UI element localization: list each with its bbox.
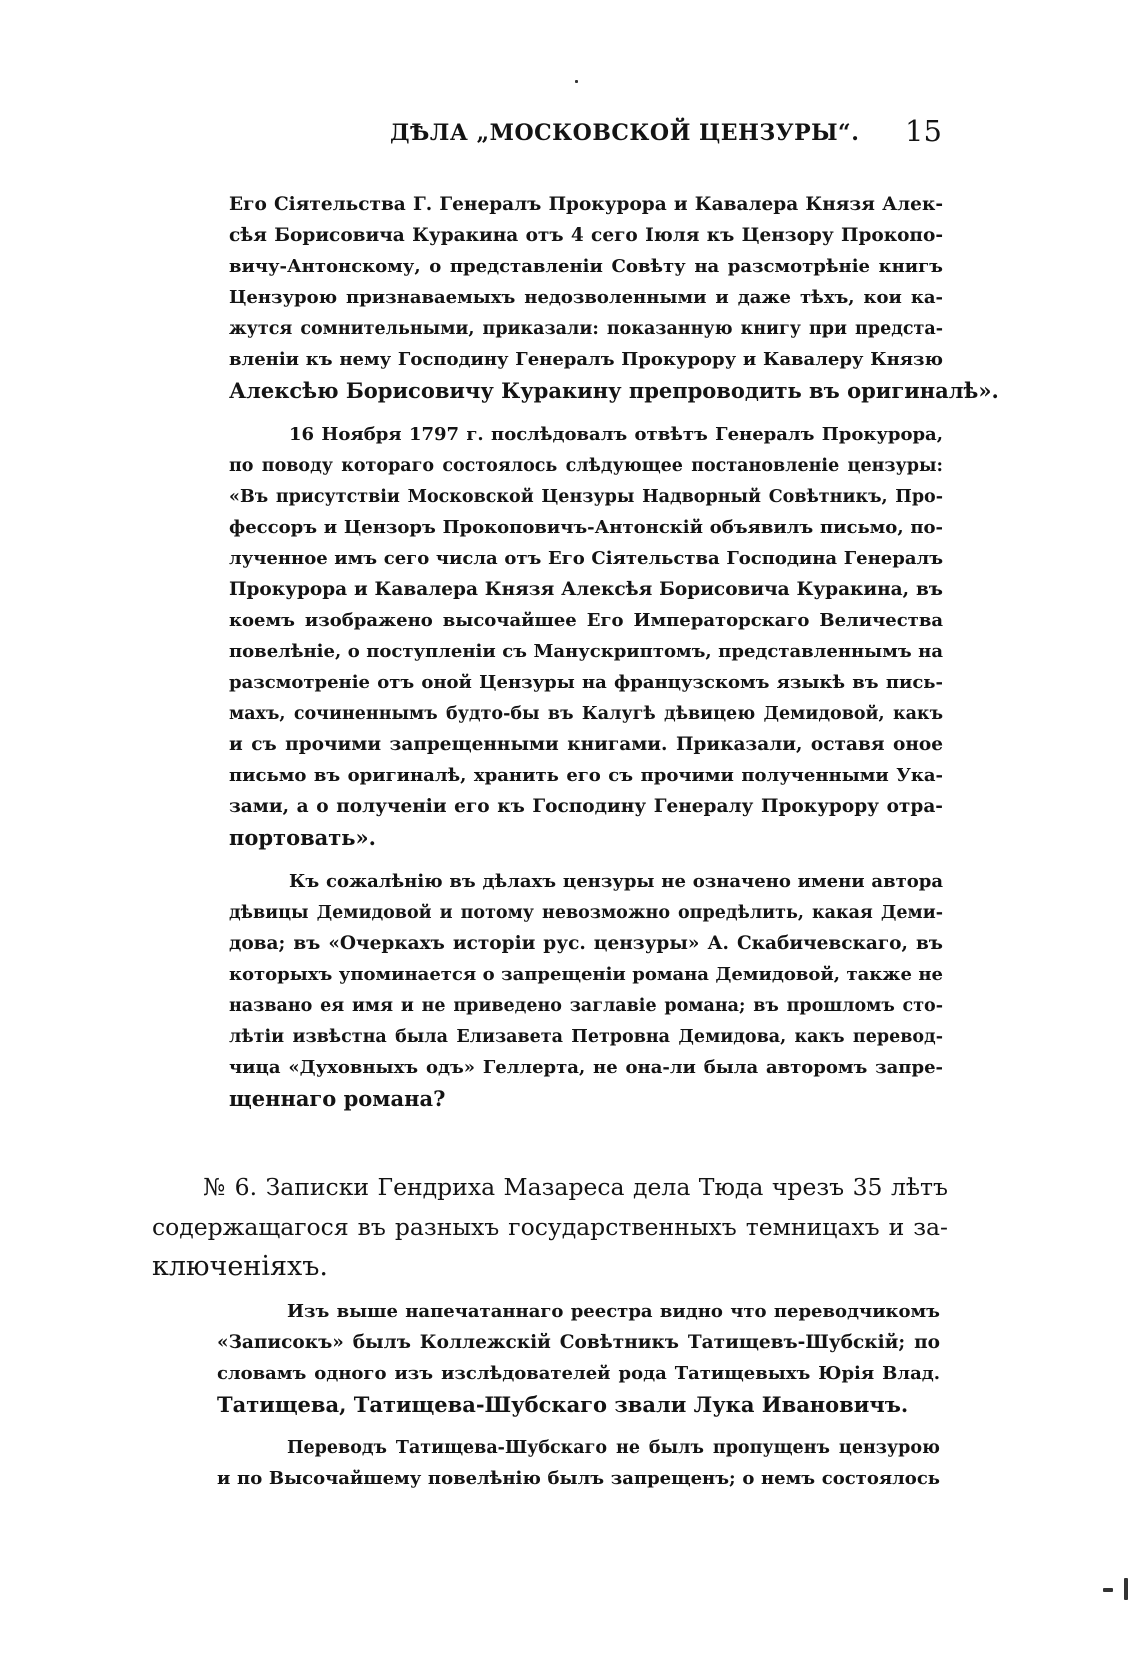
text-line: дова; въ «Очеркахъ исторіи рус. цензуры» А. Скабичевскаго, въ xyxy=(229,933,943,954)
text-line: Къ сожалѣнію въ дѣлахъ цензуры не означено имени автора xyxy=(289,871,943,892)
text-line: Алексѣю Борисовичу Куракину препроводить въ оригиналѣ». xyxy=(229,378,999,403)
text-line: 16 Ноября 1797 г. послѣдовалъ отвѣтъ Генералъ Прокурора, xyxy=(289,424,943,445)
text-line: жутся сомнительными, приказали: показанную книгу при предста- xyxy=(229,319,943,339)
text-line: коемъ изображено высочайшее Его Императорскаго Величества xyxy=(229,610,943,631)
text-line: словамъ одного изъ изслѣдователей рода Татищевыхъ Юрія Влад. xyxy=(217,1363,940,1384)
text-line: Переводъ Татищева-Шубскаго не былъ пропущенъ цензурою xyxy=(287,1438,940,1458)
text-line: зами, а о полученіи его къ Господину Генералу Прокурору отра- xyxy=(229,796,943,817)
text-line: Прокурора и Кавалера Князя Алексѣя Борисовича Куракина, въ xyxy=(229,579,943,600)
text-line: и съ прочими запрещенными книгами. Приказали, оставя оное xyxy=(229,734,943,755)
text-line: которыхъ упоминается о запрещеніи романа Демидовой, также не xyxy=(229,964,943,985)
text-line: махъ, сочиненнымъ будто-бы въ Калугѣ дѣвицею Демидовой, какъ xyxy=(229,704,943,724)
text-line: Цензурою признаваемыхъ недозволенными и даже тѣхъ, кои ка- xyxy=(229,287,943,308)
heading-line: содержащагося въ разныхъ государственныхъ темницахъ и за- xyxy=(152,1213,948,1241)
text-line: лученное имъ сего числа отъ Его Сіятельства Господина Генералъ xyxy=(229,548,943,569)
text-line: и по Высочайшему повелѣнію былъ запрещенъ; о немъ состоялось xyxy=(217,1468,940,1489)
page-number: 15 xyxy=(905,114,942,148)
text-line: портовать». xyxy=(229,825,376,850)
text-line: повелѣніе, о поступленіи съ Манускриптомъ, представленнымъ на xyxy=(229,641,943,662)
text-line: щеннаго романа? xyxy=(229,1086,446,1111)
text-line: вленіи къ нему Господину Генералъ Прокурору и Кавалеру Князю xyxy=(229,349,943,370)
scan-speck xyxy=(1124,1578,1128,1600)
text-line: Изъ выше напечатаннаго реестра видно что переводчикомъ xyxy=(287,1301,940,1322)
text-line: лѣтіи извѣстна была Елизавета Петровна Демидова, какъ перевод- xyxy=(229,1027,943,1047)
text-line: по поводу котораго состоялось слѣдующее постановленіе цензуры: xyxy=(229,456,943,476)
scan-speck xyxy=(1103,1588,1113,1592)
text-line: письмо въ оригиналѣ, хранить его съ прочими полученными Ука- xyxy=(229,765,943,786)
text-line: «Записокъ» былъ Коллежскій Совѣтникъ Татищевъ-Шубскій; по xyxy=(217,1332,940,1353)
heading-line: ключеніяхъ. xyxy=(152,1251,329,1282)
text-line: Татищева, Татищева-Шубскаго звали Лука Ивановичъ. xyxy=(217,1392,909,1417)
text-line: Его Сіятельства Г. Генералъ Прокурора и Кавалера Князя Алек- xyxy=(229,194,943,215)
text-line: вичу-Антонскому, о представленіи Совѣту на разсмотрѣніе книгъ xyxy=(229,256,943,277)
running-title: ДѢЛА „МОСКОВСКОЙ ЦЕНЗУРЫ“. xyxy=(390,120,860,146)
text-line: сѣя Борисовича Куракина отъ 4 сего Іюля къ Цензору Прокопо- xyxy=(229,225,943,246)
text-line: фессоръ и Цензоръ Прокоповичъ-Антонскій объявилъ письмо, по- xyxy=(229,517,943,538)
scan-speck xyxy=(575,80,578,83)
text-line: чица «Духовныхъ одъ» Геллерта, не она-ли была авторомъ запре- xyxy=(229,1057,943,1078)
text-line: названо ея имя и не приведено заглавіе романа; въ прошломъ сто- xyxy=(229,996,943,1016)
text-line: разсмотреніе отъ оной Цензуры на французскомъ языкѣ въ пись- xyxy=(229,672,943,693)
heading-line: № 6. Записки Гендриха Мазареса дела Тюда чрезъ 35 лѣтъ xyxy=(203,1173,948,1201)
text-line: дѣвицы Демидовой и потому невозможно опредѣлить, какая Деми- xyxy=(229,903,943,923)
text-line: «Въ присутствіи Московской Цензуры Надворный Совѣтникъ, Про- xyxy=(229,487,943,507)
